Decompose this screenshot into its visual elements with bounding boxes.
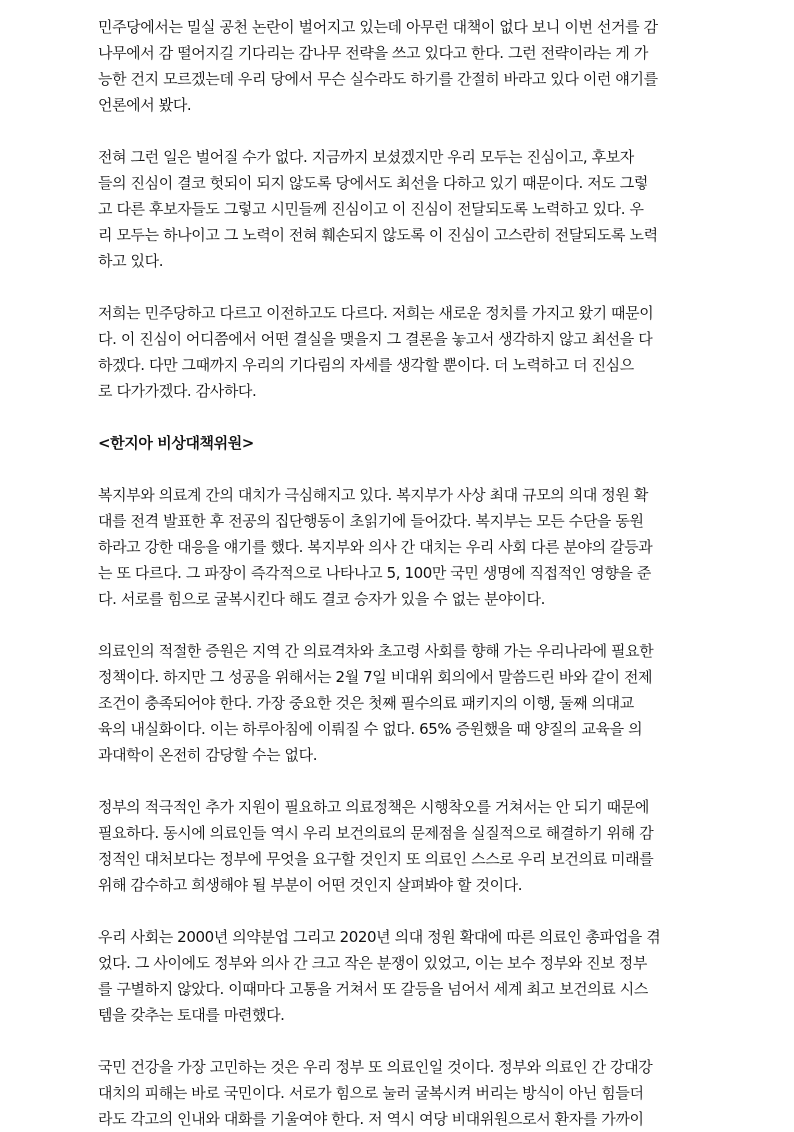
text-line: 조건이 충족되어야 한다. 가장 중요한 것은 첫째 필수의료 패키지의 이행, 둘째 의대교 [98,694,634,712]
paragraph-2 [98,144,700,274]
paragraph-spacer [98,404,700,430]
paragraph-6 [98,794,700,898]
text-line: 로 다가가겠다. 감사하다. [98,382,257,400]
document-page [98,14,700,1132]
text-line: 다. 이 진심이 어디쯤에서 어떤 결실을 맺을지 그 결론을 놓고서 생각하지 않고 최선을 다 [98,330,653,348]
paragraph-spacer [98,898,700,924]
text-line: 라도 각고의 인내와 대화를 기울여야 한다. 저 역시 여당 비대위원으로서 환자를 가까이 [98,1110,644,1128]
paragraph-3 [98,300,700,404]
text-line: 국민 건강을 가장 고민하는 것은 우리 정부 또 의료인일 것이다. 정부와 의료인 간 강대강 [98,1058,653,1076]
paragraph-8 [98,1054,700,1132]
text-line: 능한 건지 모르겠는데 우리 당에서 무슨 실수라도 하기를 간절히 바라고 있다 이런 얘기를 [98,70,658,88]
text-line: 하겠다. 다만 그때까지 우리의 기다림의 자세를 생각할 뿐이다. 더 노력하고 더 진심으 [98,356,634,374]
text-line: 하고 있다. [98,252,164,270]
text-line: 리 모두는 하나이고 그 노력이 전혀 훼손되지 않도록 이 진심이 고스란히 전달되도록 노력 [98,226,658,244]
text-line: 언론에서 봤다. [98,96,192,114]
text-line: 었다. 그 사이에도 정부와 의사 간 크고 작은 분쟁이 있었고, 이는 보수 정부와 진보 정부 [98,954,647,972]
speaker-heading [98,430,700,456]
text-line: 대를 전격 발표한 후 전공의 집단행동이 초읽기에 들어갔다. 복지부는 모든 수단을 동원 [98,512,644,530]
text-line: 고 다른 후보자들도 그렇고 시민들께 진심이고 이 진심이 전달되도록 노력하고 있다. 우 [98,200,644,218]
text-line: 의료인의 적절한 증원은 지역 간 의료격차와 초고령 사회를 향해 가는 우리나라에 필요한 [98,642,654,660]
speaker-heading-text: <한지아 비상대책위원> [98,434,254,452]
text-line: 들의 진심이 결코 헛되이 되지 않도록 당에서도 최선을 다하고 있기 때문이다. 저도 그렇 [98,174,648,192]
text-line: 정적인 대처보다는 정부에 무엇을 요구할 것인지 또 의료인 스스로 우리 보건의료 미래를 [98,850,654,868]
paragraph-spacer [98,274,700,300]
paragraph-4 [98,482,700,612]
text-line: 는 또 다르다. 그 파장이 즉각적으로 나타나고 5, 100만 국민 생명에 직접적인 영향을 준 [98,564,651,582]
paragraph-1 [98,14,700,118]
paragraph-7 [98,924,700,1028]
paragraph-spacer [98,768,700,794]
text-line: 정책이다. 하지만 그 성공을 위해서는 2월 7일 비대위 회의에서 말씀드린 바와 같이 전제 [98,668,653,686]
text-line: 템을 갖추는 토대를 마련했다. [98,1006,285,1024]
text-line: 정부의 적극적인 추가 지원이 필요하고 의료정책은 시행착오를 거쳐서는 안 되기 때문에 [98,798,649,816]
paragraph-spacer [98,118,700,144]
text-line: 위해 감수하고 희생해야 될 부분이 어떤 것인지 살펴봐야 할 것이다. [98,876,523,894]
text-line: 를 구별하지 않았다. 이때마다 고통을 거쳐서 또 갈등을 넘어서 세계 최고 보건의료 시스 [98,980,648,998]
text-line: 하라고 강한 대응을 얘기를 했다. 복지부와 의사 간 대치는 우리 사회 다른 분야의 갈등과 [98,538,653,556]
text-line: 과대학이 온전히 감당할 수는 없다. [98,746,318,764]
text-line: 나무에서 감 떨어지길 기다리는 감나무 전략을 쓰고 있다고 한다. 그런 전략이라는 게 가 [98,44,648,62]
paragraph-spacer [98,1028,700,1054]
text-line: 저희는 민주당하고 다르고 이전하고도 다르다. 저희는 새로운 정치를 가지고 왔기 때문이 [98,304,654,322]
paragraph-spacer [98,456,700,482]
text-line: 전혀 그런 일은 벌어질 수가 없다. 지금까지 보셨겠지만 우리 모두는 진심이고, 후보자 [98,148,634,166]
text-line: 우리 사회는 2000년 의약분업 그리고 2020년 의대 정원 확대에 따른 의료인 총파업을 겪 [98,928,661,946]
paragraph-spacer [98,612,700,638]
text-line: 대치의 피해는 바로 국민이다. 서로가 힘으로 눌러 굴복시켜 버리는 방식이 아닌 힘들더 [98,1084,644,1102]
text-line: 육의 내실화이다. 이는 하루아침에 이뤄질 수 없다. 65% 증원했을 때 양질의 교육을 의 [98,720,643,738]
text-line: 복지부와 의료계 간의 대치가 극심해지고 있다. 복지부가 사상 최대 규모의 의대 정원 확 [98,486,648,504]
text-line: 필요하다. 동시에 의료인들 역시 우리 보건의료의 문제점을 실질적으로 해결하기 위해 감 [98,824,654,842]
paragraph-5 [98,638,700,768]
text-line: 다. 서로를 힘으로 굴복시킨다 해도 결코 승자가 있을 수 없는 분야이다. [98,590,545,608]
text-line: 민주당에서는 밀실 공천 논란이 벌어지고 있는데 아무런 대책이 없다 보니 이번 선거를 감 [98,18,658,36]
